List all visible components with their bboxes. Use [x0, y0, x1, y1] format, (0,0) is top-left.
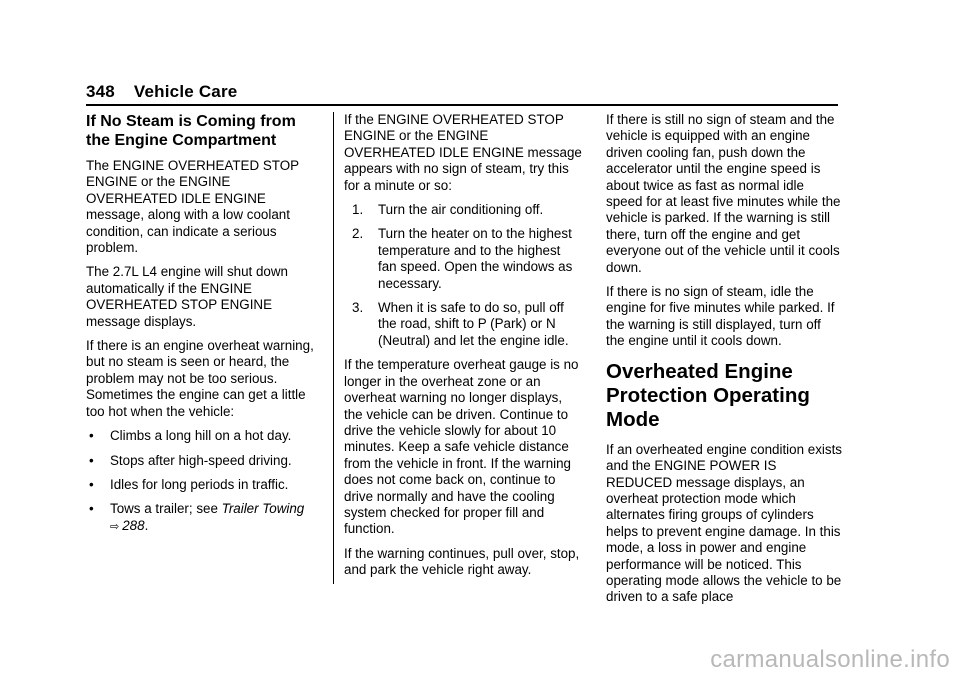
step-number: 3.: [352, 300, 364, 316]
page-number: 348: [86, 82, 115, 101]
step-text: When it is safe to do so, pull off the road, shift to P (Park) or N (Neutral) and let the engine idle.: [378, 300, 569, 348]
column-2: [344, 112, 582, 587]
list-item: [86, 428, 322, 444]
cross-reference-link[interactable]: Trailer Towing: [221, 501, 305, 517]
list-item: [86, 501, 322, 535]
bullet-icon: •: [89, 452, 94, 468]
paragraph: If there is no sign of steam, idle the engine for five minutes while parked. If the warning is still displayed, turn off the engine until it cools down.: [606, 284, 835, 349]
bullet-icon: •: [89, 476, 94, 492]
watermark: carmanualsonline.info: [710, 646, 950, 673]
list-item: [86, 453, 322, 469]
column-1: [86, 112, 322, 543]
step-text: Turn the air conditioning off.: [378, 202, 544, 218]
list-item: [344, 226, 582, 292]
section-heading-no-steam: If No Steam is Coming from the Engine Compartment: [86, 113, 296, 149]
step-text: Turn the heater on to the highest temperature and to the highest fan speed. Open the windows as necessary.: [378, 226, 573, 291]
bullet-list: [86, 428, 322, 535]
step-number: 1.: [352, 202, 364, 218]
column-divider: [333, 112, 334, 584]
paragraph: The ENGINE OVERHEATED STOP ENGINE or the ENGINE OVERHEATED IDLE ENGINE message, along with a low coolant condition, can indicate a serious problem.: [86, 158, 299, 256]
page-header: [86, 82, 237, 102]
list-item-text: Tows a trailer; see: [110, 501, 222, 517]
column-3: [606, 112, 842, 614]
header-rule: [86, 104, 838, 106]
list-item: [344, 202, 582, 218]
paragraph: If the ENGINE OVERHEATED STOP ENGINE or the ENGINE OVERHEATED IDLE ENGINE message appears with no sign of steam, try this for a minute or so:: [344, 112, 582, 193]
paragraph: The 2.7L L4 engine will shut down automatically if the ENGINE OVERHEATED STOP ENGINE message displays.: [86, 264, 288, 329]
list-item-end: .: [144, 517, 149, 533]
step-number: 2.: [352, 226, 364, 242]
list-item: [86, 477, 322, 493]
paragraph: If there is still no sign of steam and the vehicle is equipped with an engine driven cooling fan, push down the accelerator until the engine speed is about twice as fast as normal idle speed for at least five minutes while the vehicle is parked. If the warning is still there, turn off the engine and get everyone out of the vehicle until it cools down.: [606, 112, 841, 275]
step-list: [344, 202, 582, 349]
list-item: [344, 300, 582, 349]
list-item-text: Idles for long periods in traffic.: [110, 476, 289, 492]
paragraph: If the warning continues, pull over, stop, and park the vehicle right away.: [344, 545, 580, 578]
bullet-icon: •: [89, 428, 94, 444]
page-reference-icon: ⇨: [110, 520, 120, 533]
section-heading-protection-mode: Overheated Engine Protection Operating Mode: [606, 359, 810, 431]
paragraph: If the temperature overheat gauge is no longer in the overheat zone or an overheat warning no longer displays, the vehicle can be driven. Continue to drive the vehicle slowly for about 10 minutes. Keep a safe vehicle distance from the vehicle in front. If the warning does not come back on, continue to drive normally and have the cooling system checked for proper fill and function.: [344, 357, 579, 537]
paragraph: If there is an engine overheat warning, but no steam is seen or heard, the problem may not be too serious. Sometimes the engine can get a little too hot when the vehicle:: [86, 338, 314, 419]
list-item-text: Climbs a long hill on a hot day.: [110, 428, 292, 444]
page-reference-link[interactable]: 288: [122, 517, 145, 533]
paragraph: If an overheated engine condition exists and the ENGINE POWER IS REDUCED message displays, an overheat protection mode which alternates firing groups of cylinders helps to prevent engine damage. In this mode, a loss in power and engine performance will be noticed. This operating mode allows the vehicle to be driven to a safe place: [606, 441, 842, 605]
bullet-icon: •: [89, 501, 94, 517]
section-title: Vehicle Care: [133, 82, 238, 101]
list-item-text: Stops after high-speed driving.: [110, 452, 292, 468]
